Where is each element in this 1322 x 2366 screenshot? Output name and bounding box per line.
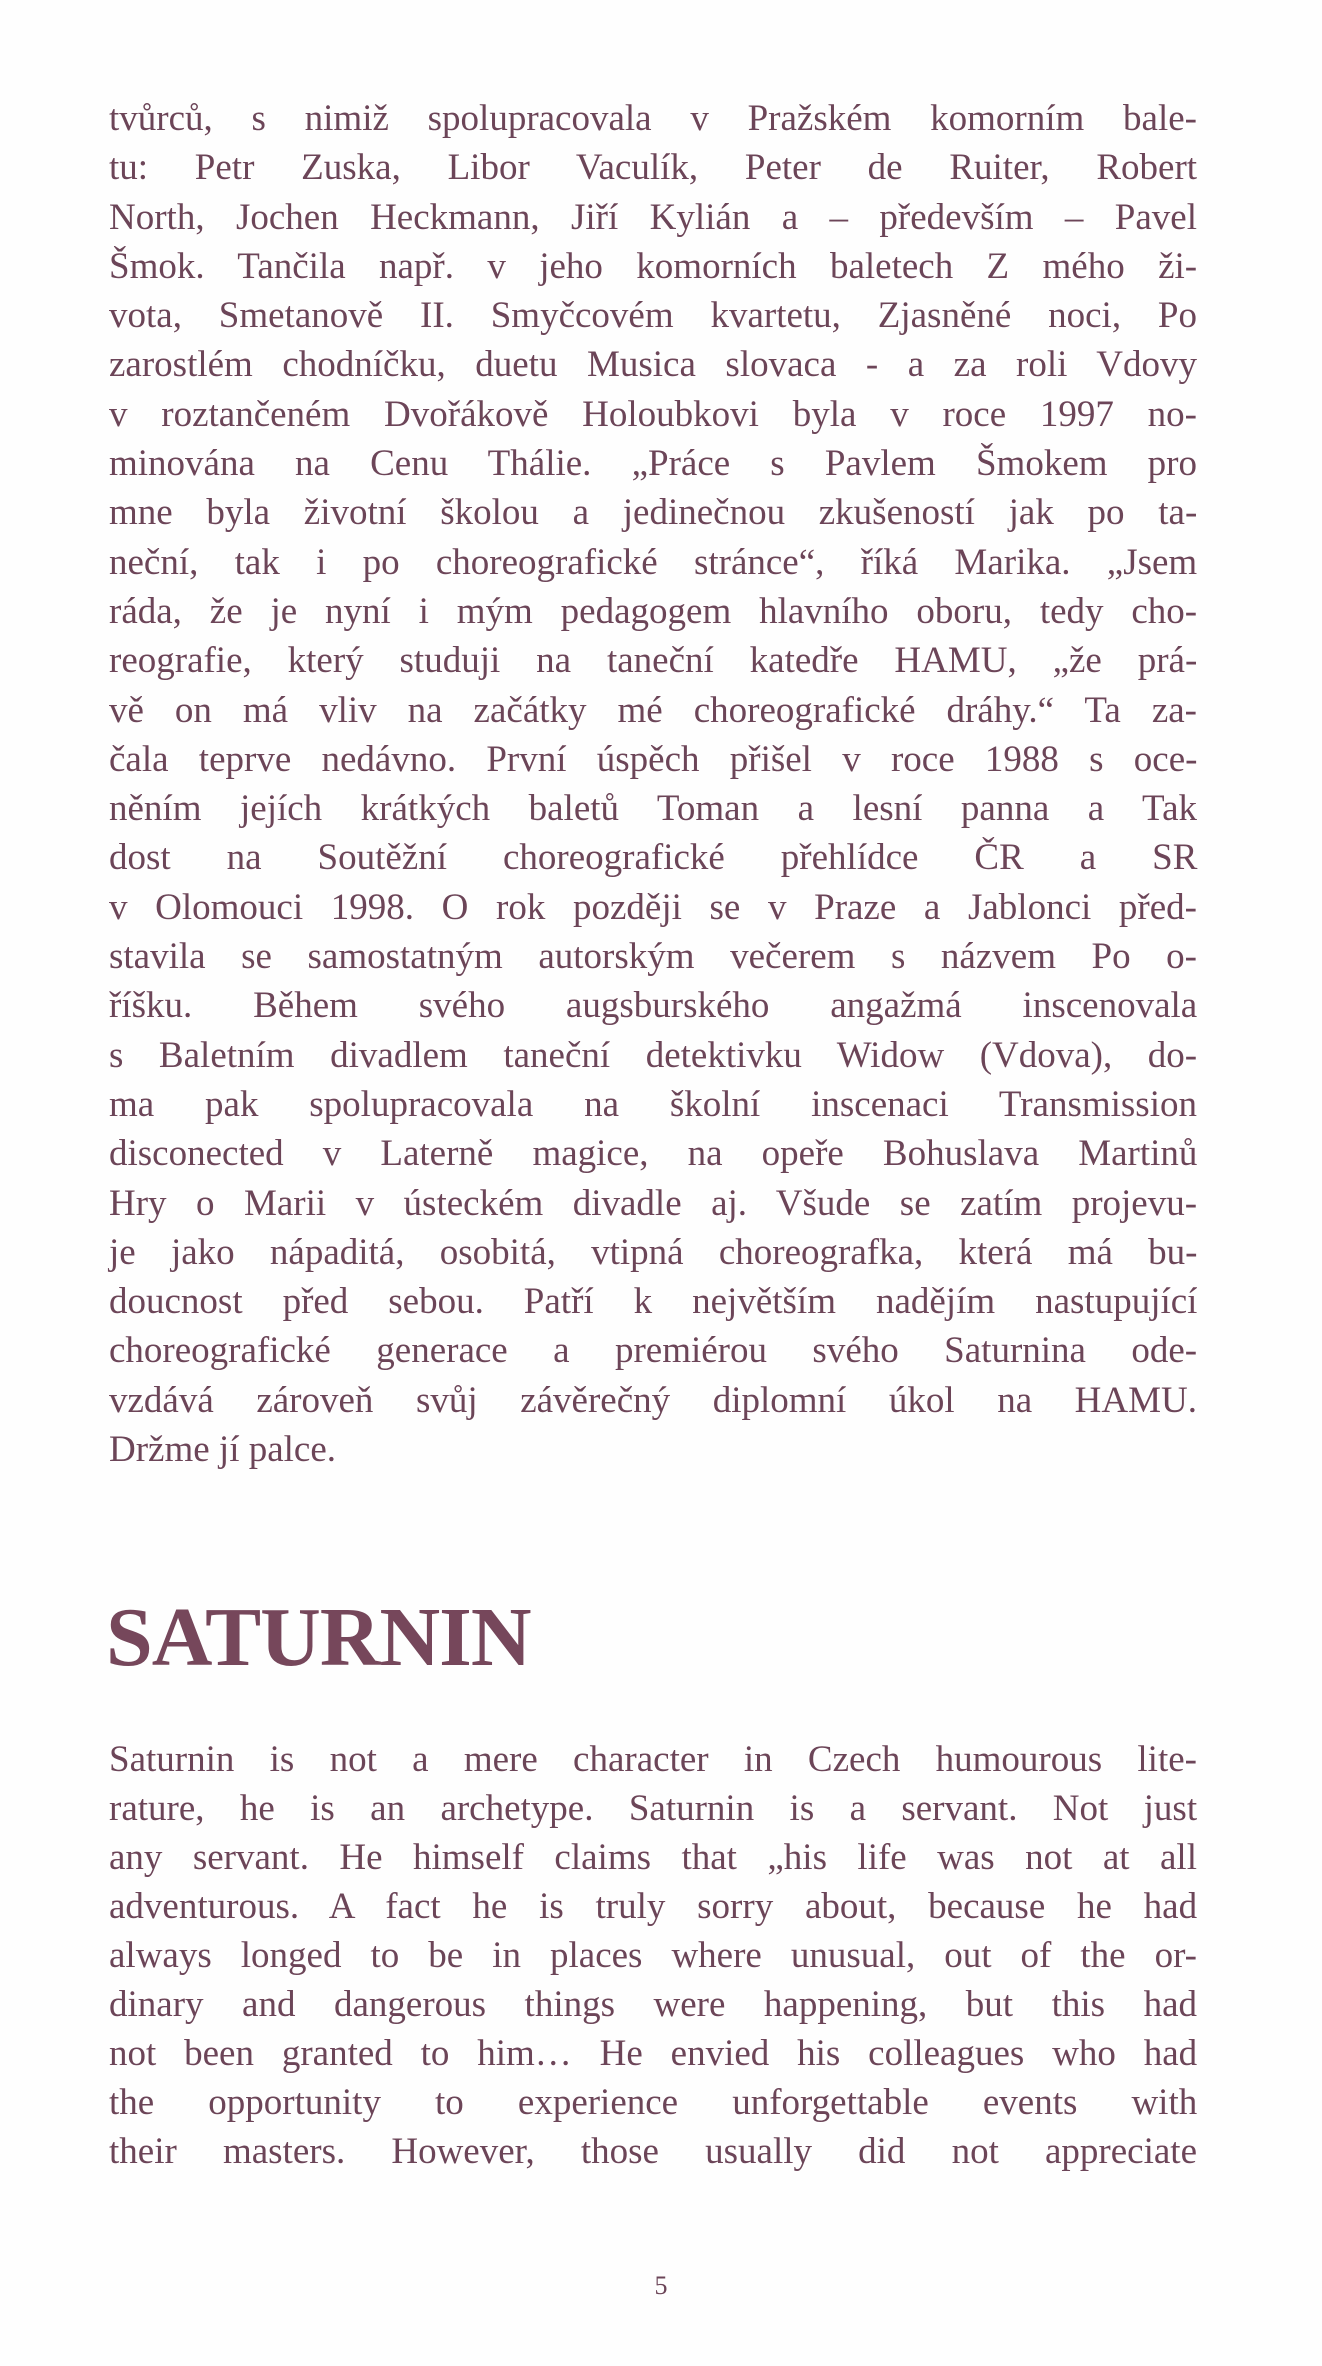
- text-line: v roztančeném Dvořákově Holoubkovi byla v roce 1997 no-: [109, 393, 1197, 435]
- text-line: mne byla životní školou a jedinečnou zkušeností jak po ta-: [109, 492, 1198, 534]
- text-line: doucnost před sebou. Patří k největším nadějím nastupující: [109, 1281, 1198, 1323]
- text-line: čala teprve nedávno. První úspěch přišel v roce 1988 s oce-: [109, 738, 1198, 780]
- text-line: je jako nápaditá, osobitá, vtipná choreografka, která má bu-: [109, 1231, 1198, 1273]
- english-paragraph: [109, 1735, 1197, 2176]
- text-line: ma pak spolupracovala na školní inscenaci Transmission: [109, 1083, 1197, 1125]
- text-line: dost na Soutěžní choreografické přehlídce ČR a SR: [109, 837, 1198, 879]
- text-line: dinary and dangerous things were happening, but this had: [109, 1984, 1197, 2025]
- czech-paragraph: [109, 94, 1197, 1474]
- text-line: tvůrců, s nimiž spolupracovala v Pražském komorním bale-: [109, 98, 1197, 139]
- text-line: něním jejích krátkých baletů Toman a lesní panna a Tak: [109, 788, 1197, 830]
- text-line: the opportunity to experience unforgettable events with: [109, 2082, 1198, 2123]
- text-line: not been granted to him… He envied his colleagues who had: [109, 2033, 1198, 2074]
- text-line: tu: Petr Zuska, Libor Vaculík, Peter de Ruiter, Robert: [109, 147, 1198, 189]
- text-line: reografie, který studuji na taneční katedře HAMU, „že prá-: [109, 640, 1198, 682]
- text-line: Šmok. Tančila např. v jeho komorních baletech Z mého ži-: [109, 245, 1198, 287]
- text-line: disconected v Laterně magice, na opeře Bohuslava Martinů: [109, 1133, 1198, 1175]
- text-line: Saturnin is not a mere character in Czech humourous lite-: [109, 1739, 1197, 1780]
- text-line: adventurous. A fact he is truly sorry about, because he had: [109, 1886, 1198, 1927]
- text-line: Hry o Marii v ústeckém divadle aj. Všude se zatím projevu-: [109, 1182, 1198, 1224]
- text-line: v Olomouci 1998. O rok později se v Praze a Jablonci před-: [109, 886, 1197, 928]
- text-line: vě on má vliv na začátky mé choreografické dráhy.“ Ta za-: [109, 689, 1197, 731]
- text-line: s Baletním divadlem taneční detektivku Widow (Vdova), do-: [109, 1034, 1198, 1076]
- text-line: říšku. Během svého augsburského angažmá inscenovala: [109, 985, 1198, 1027]
- text-line: neční, tak i po choreografické stránce“, říká Marika. „Jsem: [109, 541, 1198, 583]
- text-line: always longed to be in places where unusual, out of the or-: [109, 1935, 1197, 1976]
- text-line: vota, Smetanově II. Smyčcovém kvartetu, Zjasněné noci, Po: [109, 295, 1197, 337]
- text-line: rature, he is an archetype. Saturnin is a servant. Not just: [109, 1788, 1198, 1829]
- text-line: choreografické generace a premiérou svého Saturnina ode-: [109, 1330, 1198, 1372]
- text-line: their masters. However, those usually did not appreciate: [109, 2131, 1197, 2172]
- text-line: zarostlém chodníčku, duetu Musica slovaca - a za roli Vdovy: [109, 344, 1197, 386]
- page-number: 5: [654, 2271, 668, 2300]
- text-line: minována na Cenu Thálie. „Práce s Pavlem Šmokem pro: [109, 443, 1197, 485]
- text-line: any servant. He himself claims that „his life was not at all: [109, 1837, 1197, 1878]
- text-line: vzdává zároveň svůj závěrečný diplomní úkol na HAMU.: [109, 1379, 1197, 1421]
- text-line: stavila se samostatným autorským večerem s názvem Po o-: [109, 936, 1197, 978]
- text-line: ráda, že je nyní i mým pedagogem hlavního oboru, tedy cho-: [109, 590, 1198, 632]
- section-heading: SATURNIN: [106, 1591, 531, 1684]
- text-line: North, Jochen Heckmann, Jiří Kylián a – především – Pavel: [109, 196, 1197, 238]
- text-line: Držme jí palce.: [109, 1429, 337, 1471]
